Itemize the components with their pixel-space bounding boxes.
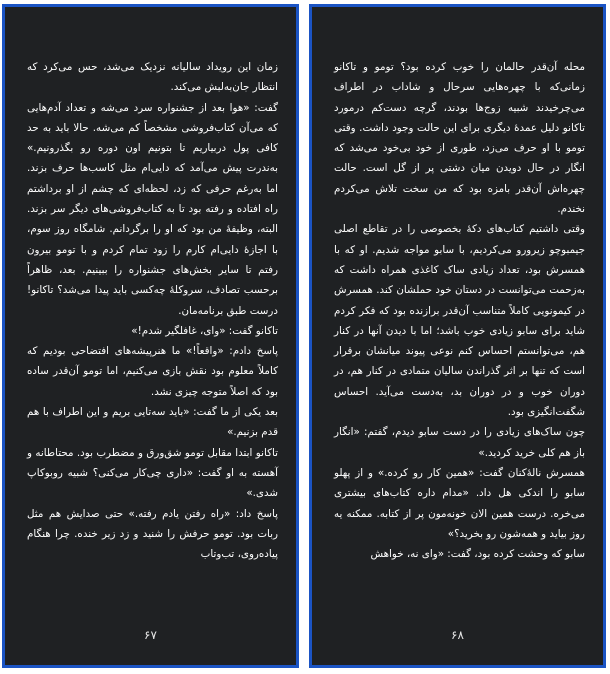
- left-page: [2, 4, 299, 668]
- left-page-text: [27, 57, 278, 564]
- page-number-left: ۶۷: [144, 628, 157, 642]
- paragraph: تاکانو ابتدا مقابل تومو شق‌ورق و مضطرب بود. محتاطانه و آهسته به او گفت: «داری چی‌کار می‌کنی؟ شبیه روبوکاپ شدی.»: [27, 446, 278, 500]
- paragraph: پاسخ داد: «راه رفتن یادم رفته.» حتی صدایش هم مثل ربات بود. تومو حرفش را شنید و زد زیر خنده. چرا هنگام پیاده‌روی، تب‌وتاب: [27, 507, 278, 561]
- paragraph: پاسخ دادم: «واقعاً!» ما هنرپیشه‌های افتضاحی بودیم که کاملاً معلوم بود نقش بازی می‌کنیم، اما تومو آن‌قدر ساده بود که اصلاً متوجه چیزی نشد.: [27, 345, 278, 398]
- paragraph: محله آن‌قدر حالمان را خوب کرده بود؟ تومو و تاکانو زمانی‌که با چهره‌هایی سرحال و شاداب در اطراف می‌چرخیدند شبیه زوج‌ها بودند، گرچه دست‌کم درمورد تاکانو دلیل عمدهٔ دیگری برای این حالت وجود داشت. وقتی تومو با او حرف می‌زد، طوری از خود بی‌خود می‌شد که انگار در حال دویدن میان دشتی پر از گل است. حالت چهره‌اش آن‌قدر بامزه بود که من سخت تلاش می‌کردم نخندم.: [334, 61, 585, 216]
- paragraph: گفت: «هوا بعد از جشنواره سرد می‌شه و تعداد آدم‌هایی که می‌آن کتاب‌فروشی مشخصاً کم می‌شه. حالا باید به حد کافی پول دربیاریم تا بتونیم اون دوره رو بگذرونیم.» به‌ندرت پیش می‌آمد که دایی‌ام مثل کاسب‌ها حرف بزند. اما به‌رغم حرفی که زد، لحظه‌ای که چشم از او برداشتم راه افتاده و رفته بود تا به کتاب‌فروشی‌های دیگر سر بزند. البته، وظیفهٔ من بود که او را برگردانم. شامگاه روز سوم، با اجازهٔ دایی‌ام کارم را زود تمام کردم و با تومو بیرون رفتم تا سایر بخش‌های جشنواره را ببینیم. بعد، ظاهراً برحسب تصادف، سروکلهٔ چه‌کسی باید پیدا می‌شد؟ تاکانو! درست طبق برنامه‌مان.: [27, 101, 278, 317]
- paragraph: وقتی داشتیم کتاب‌های دکهٔ بخصوصی را در تقاطع اصلی جیمبوچو زیرورو می‌کردیم، با سابو مواجه شدیم. او که با همسرش بود، تعداد زیادی ساک کاغذی همراه داشت که به‌زحمت می‌توانست در دستان خود حملشان کند. همسرش در کیمونویی کاملاً متناسب آن‌قدر برازنده بود که فکر کردم شاید برای سابو زیادی خوب باشد؛ اما با دیدن آنها در کنار هم، می‌توانستم احساس کنم نوعی پیوند میانشان برقرار است که تنها بر اثر گذراندن سالیان متمادی در کنار هم، در دوران خوب و در دوران بد، به‌دست می‌آید. احساس شگفت‌انگیزی بود.: [334, 223, 585, 419]
- right-page-text: [334, 57, 585, 564]
- paragraph: بعد یکی از ما گفت: «باید سه‌تایی بریم و این اطراف با هم قدم بزنیم.»: [27, 406, 278, 439]
- paragraph: سابو که وحشت کرده بود، گفت: «وای نه، خواهش: [370, 548, 585, 561]
- paragraph: همسرش نالهٔ‌کنان گفت: «همین کار رو کرده.» و از پهلو سابو را اندکی هل داد. «مدام داره کتاب‌های بیشتری می‌خره. درست همین الان خونه‌مون پر از کتابه. ممکنه یه روز بیاید و همه‌شون رو بخرید؟»: [334, 466, 585, 540]
- paragraph: تاکانو گفت: «وای، غافلگیر شدم!»: [131, 324, 278, 337]
- page-number-right: ۶۸: [451, 628, 464, 642]
- paragraph: چون ساک‌های زیادی را در دست سابو دیدم، گفتم: «انگار باز هم کلی خرید کردید.»: [334, 426, 585, 459]
- paragraph: زمان این رویداد سالیانه نزدیک می‌شد، حس می‌کرد که انتظار جان‌به‌لبش می‌کند.: [27, 61, 278, 94]
- right-page: [309, 4, 606, 668]
